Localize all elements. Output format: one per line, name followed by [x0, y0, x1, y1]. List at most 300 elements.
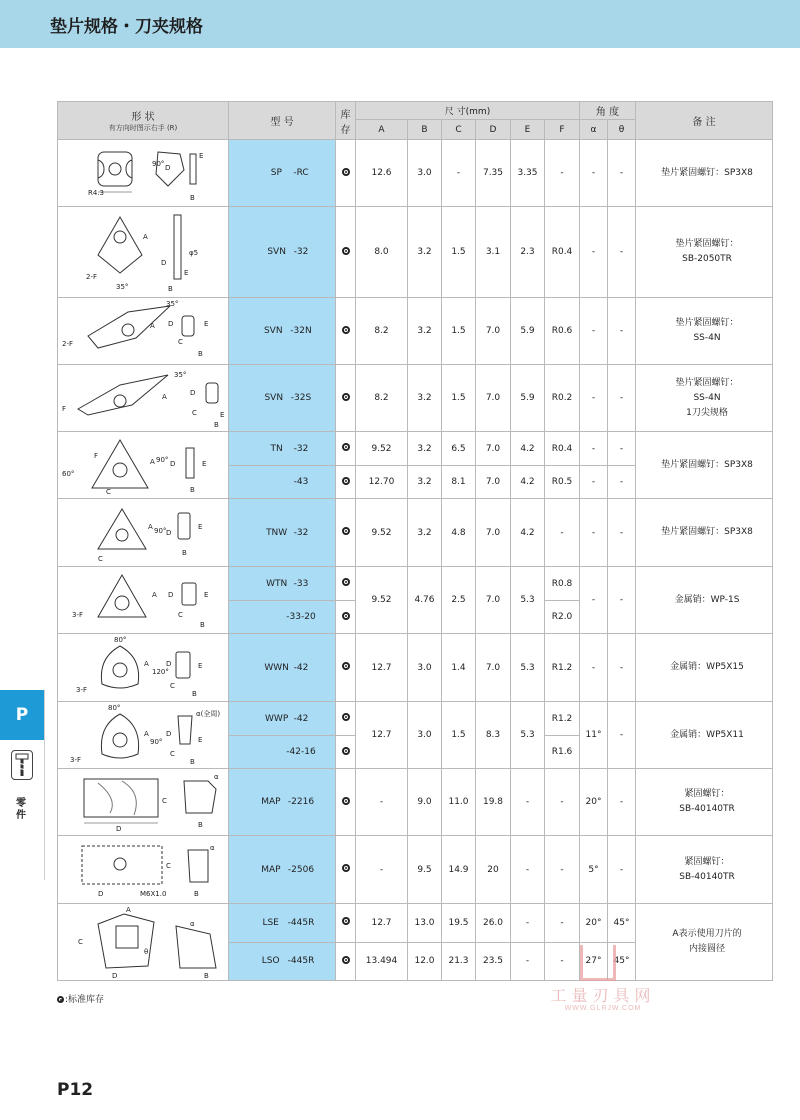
label-b: B — [194, 890, 199, 898]
cell-d: 7.0 — [476, 365, 511, 432]
model-cell — [229, 365, 336, 432]
model-code: -RC — [293, 168, 309, 178]
stock-icon — [342, 393, 350, 401]
model-prefix: SVN — [263, 326, 283, 336]
model-cell — [229, 702, 336, 736]
model-code: -43 — [293, 477, 309, 487]
cell-theta: - — [608, 769, 636, 836]
stock-cell — [336, 769, 356, 836]
note-line: SS-4N — [693, 392, 721, 403]
svn-shim-sketch-icon — [58, 207, 228, 297]
label-a: A — [143, 233, 148, 241]
map-clamp-sketch-icon — [58, 769, 228, 835]
model-cell — [229, 567, 336, 601]
note-line: SB-40140TR — [679, 871, 735, 882]
cell-alpha: - — [580, 432, 608, 466]
note-cell: 金属销：WP5X15 — [636, 634, 773, 702]
label-90: 90° — [152, 160, 165, 168]
cell-c: 14.9 — [442, 836, 476, 904]
cell-e: 2.3 — [511, 207, 545, 298]
cell-e: 4.2 — [511, 499, 545, 567]
shape-sketch — [58, 365, 229, 432]
cell-e: - — [511, 769, 545, 836]
cell-c: 4.8 — [442, 499, 476, 567]
cell-b: 3.2 — [408, 432, 442, 466]
label-a: A — [126, 906, 131, 914]
table-row — [58, 432, 773, 466]
cell-alpha: 11° — [580, 702, 608, 769]
cell-alpha: 5° — [580, 836, 608, 904]
cell-d: 19.8 — [476, 769, 511, 836]
label-e: E — [204, 320, 209, 328]
label-e: E — [198, 523, 203, 531]
stock-cell — [336, 702, 356, 736]
shape-sketch — [58, 904, 229, 981]
cell-f: R2.0 — [545, 601, 580, 634]
stock-legend — [57, 992, 104, 1005]
label-c: C — [98, 555, 103, 563]
note-line: 内接圆径 — [689, 944, 726, 954]
label-35: 35° — [166, 300, 179, 308]
model-code: -32S — [290, 393, 312, 403]
note-line: SB-2050TR — [682, 254, 732, 264]
cell-a: 12.7 — [356, 904, 408, 943]
lse-clamp-sketch-icon — [58, 904, 228, 980]
cell-d: 23.5 — [476, 942, 511, 981]
watermark — [538, 945, 668, 1015]
label-d: D — [116, 825, 122, 833]
note-line: SB-40140TR — [679, 804, 735, 814]
cell-f: R0.4 — [545, 432, 580, 466]
note-line: 垫片紧固螺钉： — [675, 239, 739, 249]
header-model: 型 号 — [229, 102, 336, 140]
label-e: E — [198, 662, 203, 670]
cell-b: 3.2 — [408, 298, 442, 365]
label-2f: 2-F — [86, 273, 98, 281]
stock-cell — [336, 140, 356, 207]
cell-f: - — [545, 836, 580, 904]
cell-f: - — [545, 499, 580, 567]
stock-cell — [336, 499, 356, 567]
cell-d: 7.35 — [476, 140, 511, 207]
stock-cell — [336, 567, 356, 601]
label-d: D — [98, 890, 104, 898]
label-80: 80° — [108, 704, 121, 712]
label-c: C — [166, 862, 171, 870]
label-90: 90° — [150, 738, 163, 746]
header-shape-sub: 有方向时图示右手 (R) — [108, 124, 178, 132]
cell-b: 3.2 — [408, 466, 442, 499]
note-cell: 垫片紧固螺钉：SP3X8 — [636, 140, 773, 207]
cell-theta: - — [608, 702, 636, 769]
stock-cell — [336, 298, 356, 365]
model-code: -445R — [287, 917, 315, 928]
parts-screw-icon — [11, 750, 33, 780]
label-e: E — [184, 269, 189, 277]
model-prefix: LSO — [261, 956, 280, 967]
model-prefix: SVN — [264, 393, 284, 403]
cell-f: R0.5 — [545, 466, 580, 499]
header-alpha: α — [580, 120, 608, 140]
cell-b: 3.0 — [408, 140, 442, 207]
label-b: B — [168, 285, 173, 293]
sidebar-divider — [44, 690, 45, 880]
model-prefix: TNW — [266, 527, 288, 538]
cell-alpha: 27° — [580, 942, 608, 981]
note-cell: 金属销：WP-1S — [636, 567, 773, 634]
cell-theta: - — [608, 836, 636, 904]
stock-cell — [336, 432, 356, 466]
model-code: -42 — [293, 662, 309, 673]
cell-theta: - — [608, 298, 636, 365]
cell-f: - — [545, 140, 580, 207]
label-a: A — [144, 660, 149, 668]
stock-icon — [342, 326, 350, 334]
stock-icon — [342, 917, 350, 925]
header-angle: 角 度 — [580, 102, 636, 120]
cell-d: 7.0 — [476, 634, 511, 702]
stock-cell — [336, 836, 356, 904]
label-e: E — [204, 591, 209, 599]
label-alpha: α — [210, 844, 215, 852]
stock-legend-icon — [57, 996, 64, 1003]
label-b: B — [182, 549, 187, 557]
cell-c: 1.5 — [442, 207, 476, 298]
label-c: C — [178, 338, 183, 346]
cell-c: - — [442, 140, 476, 207]
cell-b: 9.5 — [408, 836, 442, 904]
model-code: -42 — [293, 713, 309, 724]
cell-d: 26.0 — [476, 904, 511, 943]
model-code: -42-16 — [286, 747, 316, 757]
model-cell — [229, 904, 336, 943]
label-phi5: φ5 — [189, 249, 199, 257]
cell-a: - — [356, 769, 408, 836]
table-row — [58, 499, 773, 567]
model-prefix: SP — [270, 168, 282, 178]
label-d: D — [165, 164, 171, 172]
label-a: A — [148, 523, 153, 531]
page-number: P12 — [57, 1080, 94, 1100]
model-cell — [229, 836, 336, 904]
label-35: 35° — [174, 371, 187, 379]
shape-sketch — [58, 207, 229, 298]
note-line: 1刀尖规格 — [686, 407, 728, 418]
label-b: B — [214, 421, 219, 429]
shape-sketch — [58, 702, 229, 769]
model-cell — [229, 942, 336, 981]
table-row — [58, 567, 773, 601]
model-code: -445R — [287, 956, 315, 967]
label-e: E — [220, 411, 225, 419]
cell-b: 3.2 — [408, 207, 442, 298]
stock-icon — [342, 247, 350, 255]
watermark-logo-icon — [580, 945, 616, 981]
cell-b: 13.0 — [408, 904, 442, 943]
label-d: D — [170, 460, 176, 468]
cell-c: 1.5 — [442, 365, 476, 432]
cell-theta: - — [608, 365, 636, 432]
label-a: A — [162, 393, 167, 401]
label-3f: 3-F — [72, 611, 84, 619]
stock-icon — [342, 864, 350, 872]
label-35: 35° — [116, 283, 129, 291]
model-cell — [229, 140, 336, 207]
header-d: D — [476, 120, 511, 140]
label-b: B — [190, 758, 195, 766]
sidebar-section-label: 零件 — [16, 798, 26, 821]
label-alpha-note: α(全周) — [196, 710, 221, 718]
label-b: B — [190, 486, 195, 494]
stock-icon — [342, 797, 350, 805]
header-theta: θ — [608, 120, 636, 140]
wwp-shim-sketch-icon — [58, 702, 228, 768]
label-d: D — [166, 730, 172, 738]
label-e: E — [198, 736, 203, 744]
cell-e: 4.2 — [511, 432, 545, 466]
stock-icon — [342, 527, 350, 535]
stock-cell — [336, 466, 356, 499]
cell-f: R1.2 — [545, 702, 580, 736]
model-prefix: TN — [270, 443, 283, 454]
model-code: -32N — [290, 326, 312, 336]
note-cell: 垫片紧固螺钉：SP3X8 — [636, 432, 773, 499]
wwn-shim-sketch-icon — [58, 634, 228, 701]
stock-legend-text: :标准库存 — [65, 995, 105, 1005]
cell-d: 7.0 — [476, 298, 511, 365]
cell-f: R0.8 — [545, 567, 580, 601]
cell-alpha: 20° — [580, 769, 608, 836]
header-shape — [58, 102, 229, 140]
shape-sketch — [58, 634, 229, 702]
cell-d: 7.0 — [476, 567, 511, 634]
label-c: C — [192, 409, 197, 417]
stock-icon — [342, 578, 350, 586]
label-a: A — [152, 591, 157, 599]
cell-c: 19.5 — [442, 904, 476, 943]
model-cell — [229, 298, 336, 365]
cell-a: 8.2 — [356, 365, 408, 432]
table-row — [58, 702, 773, 736]
cell-a: 13.494 — [356, 942, 408, 981]
stock-cell — [336, 904, 356, 943]
stock-icon — [342, 662, 350, 670]
model-code: -2216 — [287, 797, 315, 807]
cell-alpha: - — [580, 499, 608, 567]
shape-sketch — [58, 298, 229, 365]
label-c: C — [162, 797, 167, 805]
cell-a: - — [356, 836, 408, 904]
note-cell — [636, 769, 773, 836]
label-b: B — [200, 621, 205, 629]
header-stock: 库存 — [336, 102, 356, 140]
cell-e: 5.3 — [511, 567, 545, 634]
note-cell: 金属销：WP5X11 — [636, 702, 773, 769]
label-a: A — [144, 730, 149, 738]
cell-a: 12.6 — [356, 140, 408, 207]
cell-d: 20 — [476, 836, 511, 904]
cell-c: 6.5 — [442, 432, 476, 466]
map-2506-sketch-icon — [58, 836, 228, 903]
shape-sketch — [58, 499, 229, 567]
label-d: D — [168, 320, 174, 328]
label-c: C — [78, 938, 83, 946]
cell-theta: - — [608, 634, 636, 702]
label-3f: 3-F — [76, 686, 88, 694]
label-b: B — [198, 821, 203, 829]
table-row — [58, 634, 773, 702]
model-cell — [229, 499, 336, 567]
stock-cell — [336, 942, 356, 981]
shape-sketch — [58, 140, 229, 207]
label-a: A — [150, 322, 155, 330]
shape-sketch — [58, 836, 229, 904]
model-cell — [229, 736, 336, 769]
table-row — [58, 904, 773, 943]
label-alpha: α — [214, 773, 219, 781]
model-prefix: WWP — [265, 713, 289, 724]
stock-icon — [342, 612, 350, 620]
tn-shim-sketch-icon — [58, 432, 228, 498]
label-d: D — [190, 389, 196, 397]
cell-a: 12.70 — [356, 466, 408, 499]
header-shape-label: 形 状 — [131, 112, 155, 123]
cell-a: 8.0 — [356, 207, 408, 298]
model-cell — [229, 432, 336, 466]
cell-f: R0.2 — [545, 365, 580, 432]
label-b: B — [190, 194, 195, 202]
table-row — [58, 836, 773, 904]
cell-b: 3.0 — [408, 634, 442, 702]
note-line: 紧固螺钉： — [684, 856, 730, 867]
cell-a: 9.52 — [356, 567, 408, 634]
header-e: E — [511, 120, 545, 140]
cell-a: 9.52 — [356, 499, 408, 567]
cell-c: 21.3 — [442, 942, 476, 981]
header-notes: 备 注 — [636, 102, 773, 140]
header-dims: 尺 寸(mm) — [356, 102, 580, 120]
note-cell: 垫片紧固螺钉：SP3X8 — [636, 499, 773, 567]
cell-theta: - — [608, 432, 636, 466]
model-prefix: MAP — [261, 797, 281, 807]
header-f: F — [545, 120, 580, 140]
stock-icon — [342, 168, 350, 176]
cell-theta: - — [608, 207, 636, 298]
cell-c: 1.5 — [442, 702, 476, 769]
label-b: B — [192, 690, 197, 698]
cell-theta: - — [608, 499, 636, 567]
watermark-url: WWW.GLRJW.COM — [564, 1005, 642, 1012]
cell-c: 8.1 — [442, 466, 476, 499]
cell-d: 3.1 — [476, 207, 511, 298]
cell-f: - — [545, 942, 580, 981]
cell-e: - — [511, 942, 545, 981]
watermark-text: 工量刃具网 — [550, 986, 656, 1005]
model-cell — [229, 207, 336, 298]
label-d: D — [161, 259, 167, 267]
header-b: B — [408, 120, 442, 140]
label-a: A — [150, 458, 155, 466]
label-c: C — [170, 682, 175, 690]
cell-a: 9.52 — [356, 432, 408, 466]
stock-icon — [342, 713, 350, 721]
model-prefix: SVN — [267, 247, 286, 257]
label-80: 80° — [114, 636, 127, 644]
label-m6: M6X1.0 — [140, 890, 167, 898]
section-tab-p[interactable]: P — [0, 690, 44, 740]
stock-cell — [336, 365, 356, 432]
label-e: E — [202, 460, 207, 468]
label-d: D — [166, 529, 172, 537]
header-c: C — [442, 120, 476, 140]
model-code: -33-20 — [286, 612, 316, 622]
cell-e: 5.3 — [511, 634, 545, 702]
cell-c: 1.4 — [442, 634, 476, 702]
stock-cell — [336, 207, 356, 298]
cell-theta: 45° — [608, 942, 636, 981]
note-cell — [636, 298, 773, 365]
cell-alpha: - — [580, 634, 608, 702]
cell-d: 7.0 — [476, 466, 511, 499]
label-c: C — [170, 750, 175, 758]
note-line: 紧固螺钉： — [684, 789, 730, 799]
label-d: D — [168, 591, 174, 599]
cell-c: 11.0 — [442, 769, 476, 836]
note-cell — [636, 365, 773, 432]
cell-e: 4.2 — [511, 466, 545, 499]
model-code: -32 — [293, 443, 309, 454]
label-f: F — [94, 452, 99, 460]
cell-e: 5.9 — [511, 365, 545, 432]
cell-c: 2.5 — [442, 567, 476, 634]
note-cell — [636, 207, 773, 298]
label-2f: 2-F — [62, 340, 74, 348]
wtn-shim-sketch-icon — [58, 567, 228, 633]
cell-alpha: - — [580, 466, 608, 499]
note-line: SS-4N — [693, 333, 721, 343]
model-code: -32 — [293, 527, 309, 538]
cell-f: R1.2 — [545, 634, 580, 702]
cell-f: - — [545, 769, 580, 836]
label-90: 90° — [154, 527, 167, 535]
cell-f: - — [545, 904, 580, 943]
header-a: A — [356, 120, 408, 140]
model-cell — [229, 466, 336, 499]
cell-b: 9.0 — [408, 769, 442, 836]
cell-b: 3.2 — [408, 499, 442, 567]
cell-b: 3.0 — [408, 702, 442, 769]
cell-alpha: - — [580, 365, 608, 432]
cell-d: 8.3 — [476, 702, 511, 769]
model-prefix: WTN — [266, 578, 288, 589]
label-e: E — [199, 152, 204, 160]
label-b: B — [198, 350, 203, 358]
cell-alpha: - — [580, 298, 608, 365]
note-line: 垫片紧固螺钉： — [675, 377, 739, 388]
label-theta: θ — [144, 948, 149, 956]
model-cell — [229, 601, 336, 634]
shape-sketch — [58, 769, 229, 836]
table-row — [58, 365, 773, 432]
cell-e: - — [511, 904, 545, 943]
label-90: 90° — [156, 456, 169, 464]
model-code: -33 — [293, 578, 309, 589]
cell-alpha: - — [580, 567, 608, 634]
cell-alpha: - — [580, 207, 608, 298]
cell-alpha: - — [580, 140, 608, 207]
label-r43: R4.3 — [88, 189, 104, 197]
table-row — [58, 298, 773, 365]
